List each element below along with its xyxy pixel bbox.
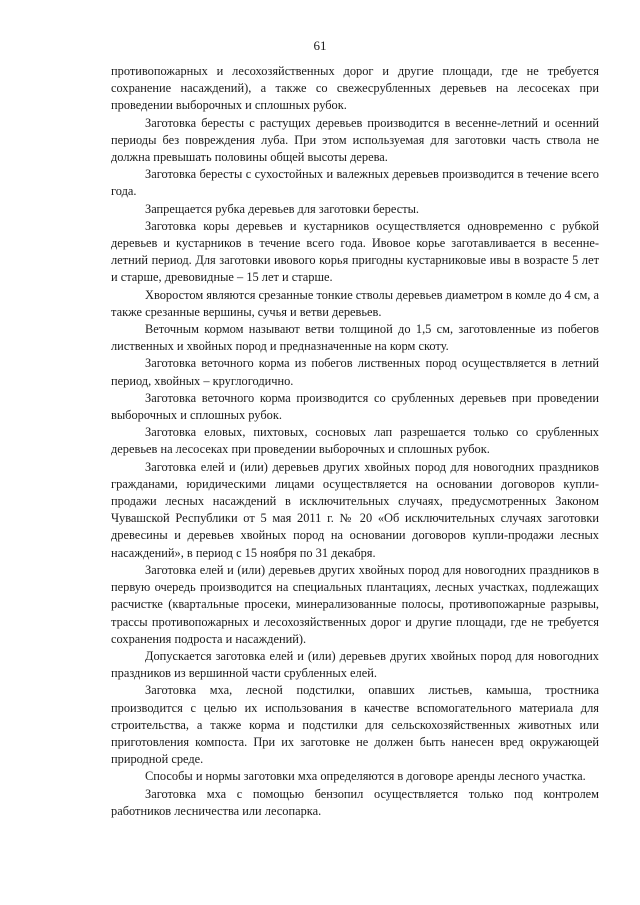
paragraph-16: Заготовка мха с помощью бензопил осуществляется только под контролем работников лесничества или лесопарка. <box>111 786 599 818</box>
paragraph-10: Заготовка еловых, пихтовых, сосновых лап разрешается только со срубленных деревьев на лесосеках при проведении выборочных и сплошных рубок. <box>111 425 599 457</box>
paragraph-13: Допускается заготовка елей и (или) деревьев других хвойных пород для новогодних праздников из вершинной части срубленных елей. <box>111 648 599 681</box>
paragraph-5: Заготовка коры деревьев и кустарников осуществляется одновременно с рубкой деревьев и кустарников в течение всего года. Ивовое корье заготавливается в весенне-летний период. Для заготовки ивового корья пригодны кустарниковые ивы в возрасте 5 лет и старше, древовидные – 15 лет и старше. <box>111 218 599 285</box>
paragraph-9: Заготовка веточного корма производится со срубленных деревьев при проведении выборочных и сплошных рубок. <box>111 390 599 423</box>
paragraph-2: Заготовка бересты с растущих деревьев производится в весенне-летний и осенний периоды без повреждения луба. При этом используемая для заготовки часть ствола не должна превышать половины общей высоты дерева. <box>111 115 599 165</box>
paragraph-11: Заготовка елей и (или) деревьев других хвойных пород для новогодних праздников гражданами, юридическими лицами осуществляется на основании договоров купли-продажи лесных насаждений в исключительных случаях, предусмотренных Законом Чувашской Республики от 5 мая 2011 г. № 20 «Об исключительных случаях заготовки древесины и деревьев хвойных пород на основании договоров купли-продажи лесных насаждений», в период с 15 ноября по 31 декабря. <box>111 459 599 560</box>
body-text <box>111 63 599 820</box>
paragraph-14: Заготовка мха, лесной подстилки, опавших листьев, камыша, тростника производится с целью их использования в качестве вспомогательного материала для строительства, а также корма и подстилки для сельскохозяйственных животных или приготовления компоста. При их заготовке не должен быть нанесен вред окружающей природной среде. <box>111 683 599 767</box>
paragraph-8: Заготовка веточного корма из побегов лиственных пород осуществляется в летний период, хвойных – круглогодично. <box>111 356 599 388</box>
paragraph-15: Способы и нормы заготовки мха определяются в договоре аренды лесного участка. <box>145 769 586 784</box>
paragraph-12: Заготовка елей и (или) деревьев других хвойных пород для новогодних праздников в первую очередь производится на специальных плантациях, лесных участках, подлежащих расчистке (квартальные просеки, минерализованные полосы, противопожарные разрывы, трассы противопожарных и лесохозяйственных дорог и другие площади, где не требуется сохранения подроста и насаждений). <box>111 562 599 646</box>
paragraph-4: Запрещается рубка деревьев для заготовки бересты. <box>145 201 420 216</box>
paragraph-3: Заготовка бересты с сухостойных и валежных деревьев производится в течение всего года. <box>111 167 599 199</box>
page-number: 61 <box>313 38 327 53</box>
paragraph-6: Хворостом являются срезанные тонкие стволы деревьев диаметром в комле до 4 см, а также срезанные вершины, сучья и ветви деревьев. <box>111 287 599 319</box>
paragraph-1: противопожарных и лесохозяйственных дорог и другие площади, где не требуется сохранение насаждений), а также со свежесрубленных деревьев на лесосеках при проведении выборочных и сплошных рубок. <box>111 64 599 113</box>
paragraph-7: Веточным кормом называют ветви толщиной до 1,5 см, заготовленные из побегов лиственных и хвойных пород и предназначенные на корм скоту. <box>111 322 599 354</box>
